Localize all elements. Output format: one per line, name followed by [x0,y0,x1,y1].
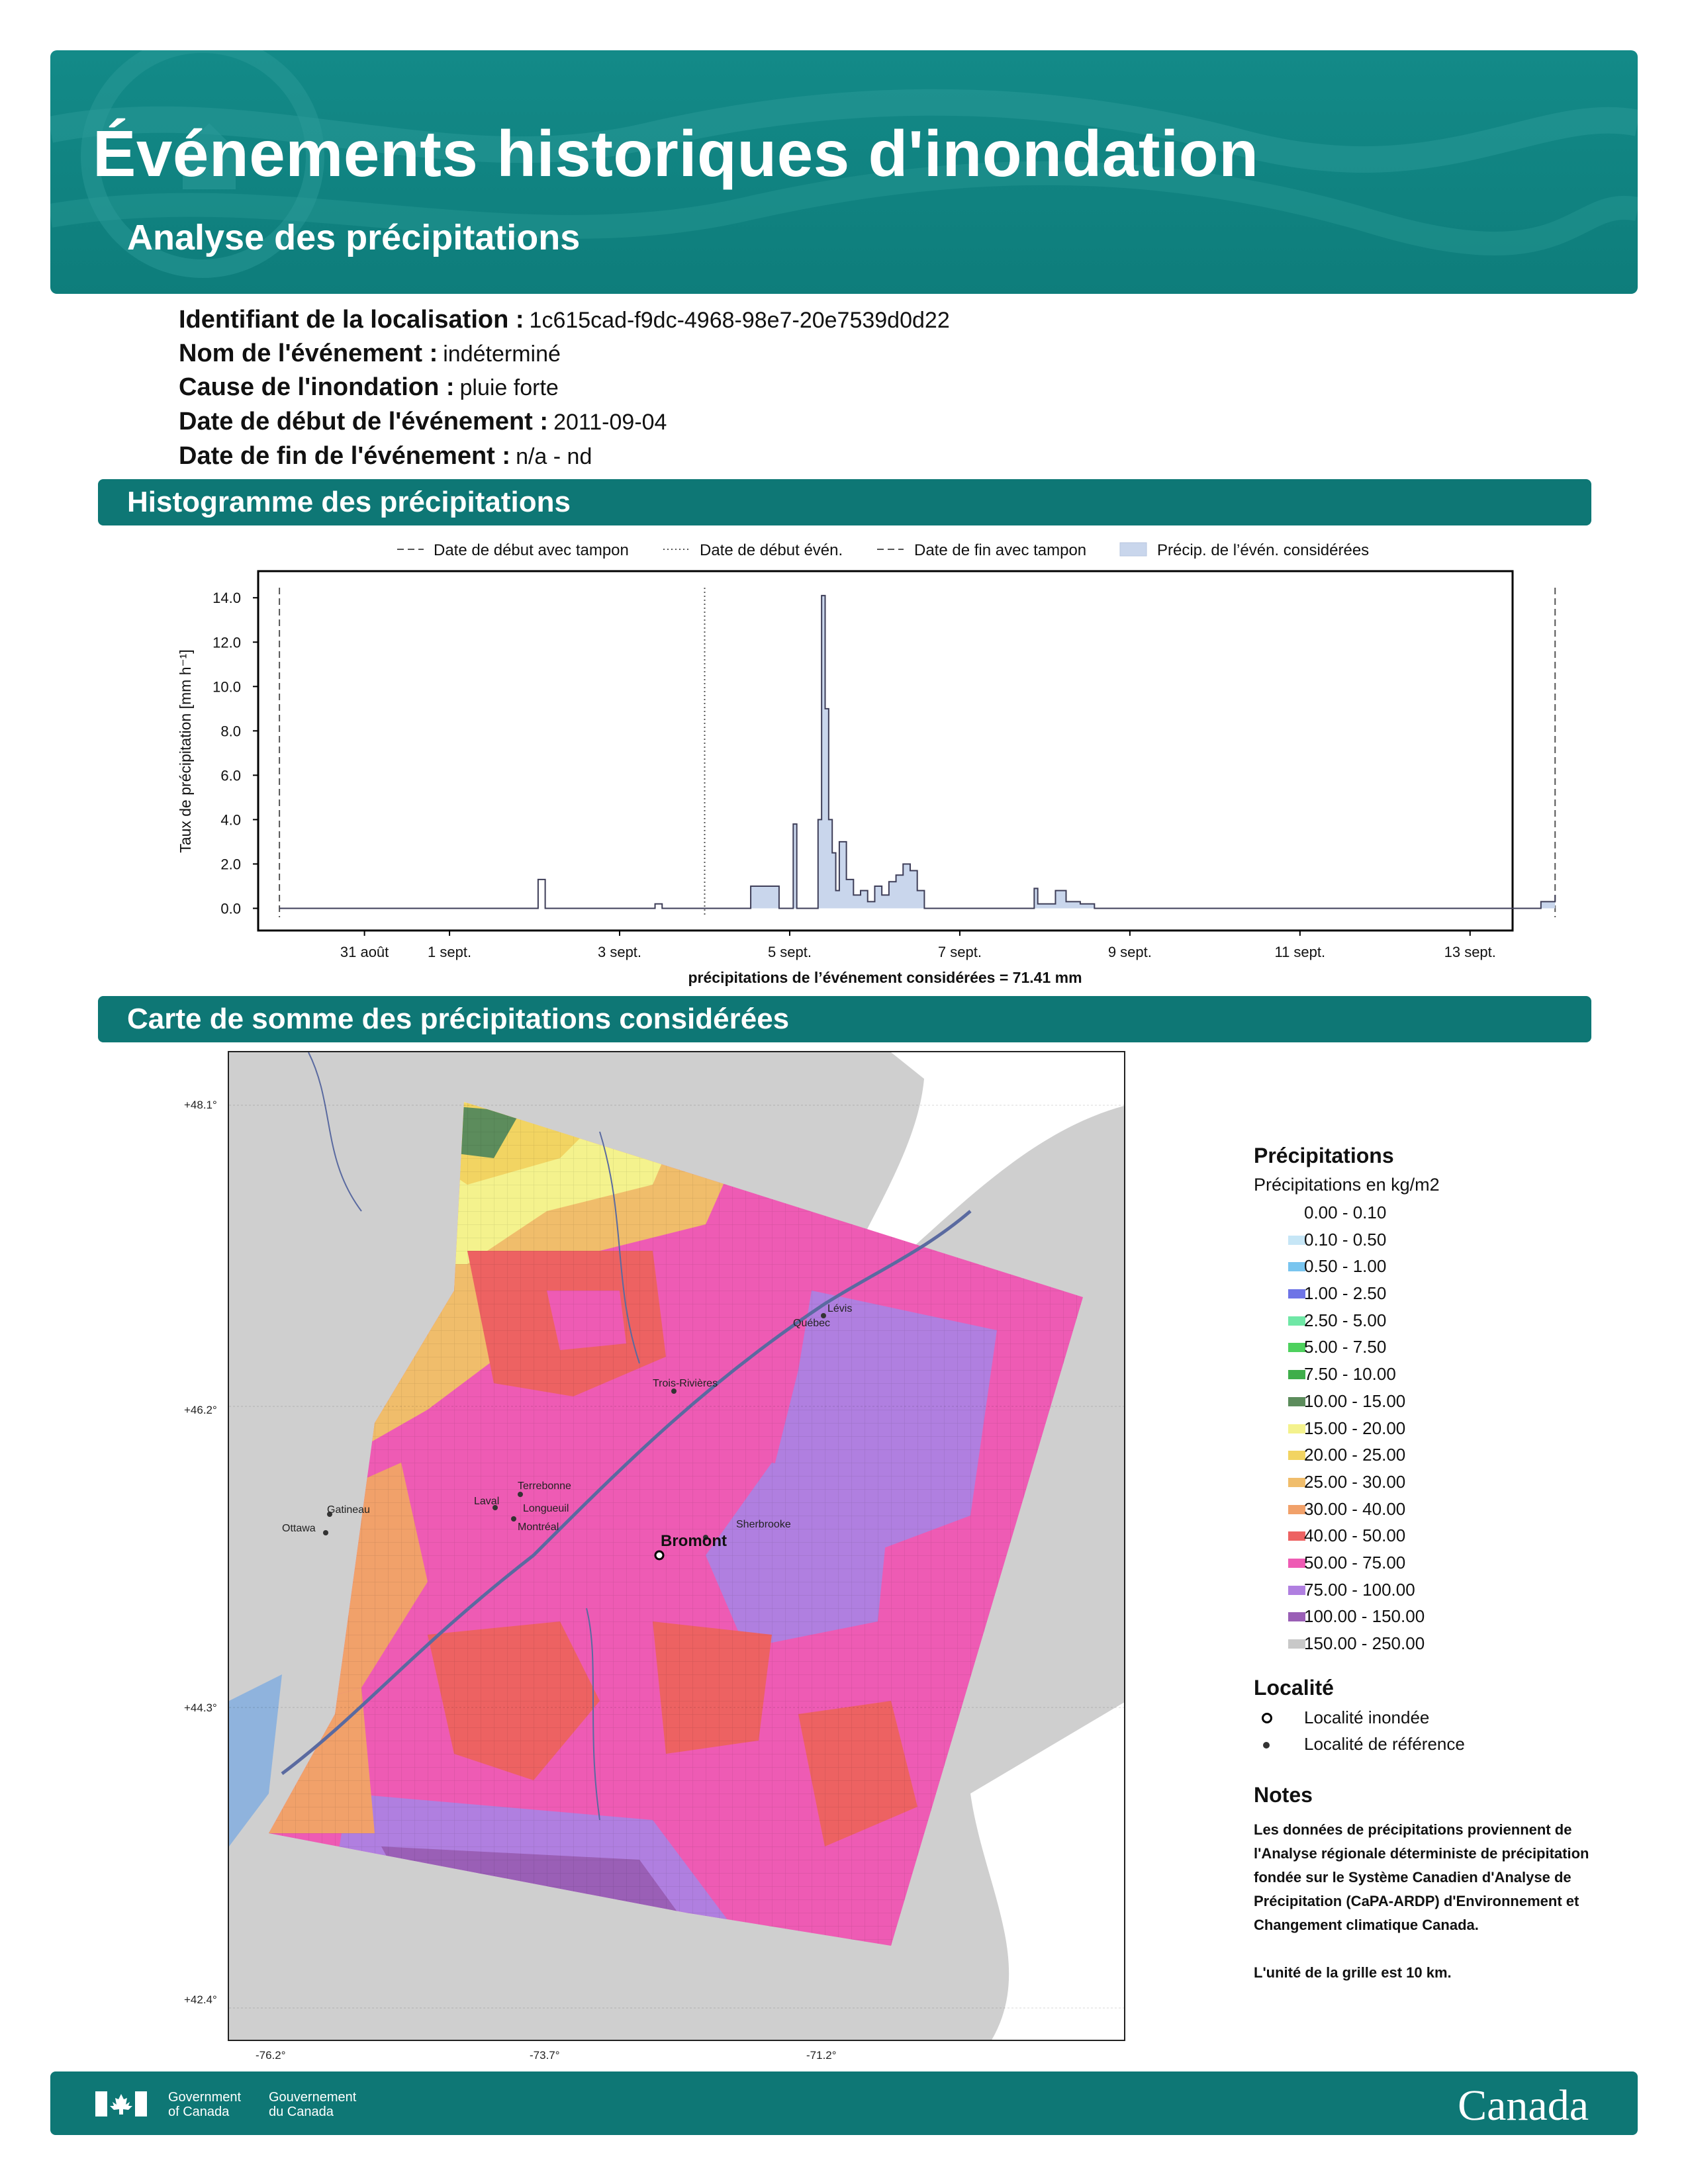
section-map-title: Carte de somme des précipitations considérées [98,996,1591,1042]
info-label: Nom de l'événement : [179,340,438,367]
legend-class-label: 7.50 - 10.00 [1304,1364,1396,1385]
legend-event-precip-swatch [1120,543,1147,556]
legend-class-label: 10.00 - 15.00 [1304,1390,1406,1411]
chart-legend [397,541,1369,559]
info-label: Identifiant de la localisation : [179,306,524,334]
legend-class-label: 20.00 - 25.00 [1304,1445,1406,1465]
info-location-id [179,306,950,334]
y-tick-label: 10.0 [212,678,241,696]
legend-swatch [1288,1236,1305,1245]
map-lat-label: +48.1° [184,1099,217,1111]
legend-buffer-end: Date de fin avec tampon [914,541,1087,559]
legend-subtitle: Précipitations en kg/m2 [1254,1175,1440,1195]
legend-class-row [1254,1630,1598,1657]
city-label: Lévis [827,1303,853,1314]
legend-class-label: 0.50 - 1.00 [1304,1256,1387,1277]
legend-buffer-start: Date de début avec tampon [434,541,629,559]
legend-swatch [1288,1424,1305,1433]
legend-class-label: 5.00 - 7.50 [1304,1337,1387,1357]
legend-swatch [1288,1612,1305,1621]
city-label: Terrebonne [518,1480,571,1492]
legend-swatch [1288,1586,1305,1595]
x-axis [340,931,1496,960]
legend-class-row [1254,1549,1598,1576]
info-value: pluie forte [459,375,559,400]
x-tick-label: 5 sept. [767,944,812,960]
map-lat-label: +42.4° [184,1993,217,2006]
locality-dot [323,1530,328,1535]
city-label: Gatineau [327,1504,370,1516]
flooded-locality-label: Localité inondée [1304,1707,1430,1727]
reference-locality-label: Localité de référence [1304,1734,1465,1754]
precipitation-chart [0,516,1688,993]
locality-title: Localité [1254,1675,1334,1700]
x-tick-label: 11 sept. [1274,944,1326,960]
legend-class-row [1254,1415,1598,1442]
legend-class-row [1254,1469,1598,1496]
city-label: Longueuil [523,1503,569,1514]
reference-locality-icon [1263,1742,1270,1749]
info-end-date [179,442,592,471]
legend-swatch [1288,1343,1305,1352]
notes-text: Les données de précipitations proviennent de l'Analyse régionale déterministe de précipitation fondée sur le Système Canadien d'Analyse de Précipitation (CaPA-ARDP) d'Environnement et Changement climatique Canada. [1254,1821,1589,1934]
city-label: Québec [793,1318,831,1329]
legend-swatch [1288,1208,1305,1218]
x-tick-label: 7 sept. [937,944,982,960]
section-histogram-title: Histogramme des précipitations [98,479,1591,525]
x-tick-label: 3 sept. [597,944,642,960]
map-lon-label: -73.7° [530,2049,560,2062]
legend-class-row [1254,1253,1598,1280]
legend-class-row [1254,1522,1598,1549]
legend-swatch [1288,1478,1305,1487]
legend-class-label: 50.00 - 75.00 [1304,1552,1406,1572]
y-tick-label: 4.0 [220,811,241,829]
info-value: indéterminé [443,341,561,367]
legend-class-row [1254,1388,1598,1415]
legend-reference-locality [1254,1731,1598,1758]
legend-class-label: 15.00 - 20.00 [1304,1418,1406,1438]
y-tick-label: 14.0 [212,590,241,607]
map-lat-label: +44.3° [184,1702,217,1714]
x-axis-label: précipitations de l’événement considérées = 71.41 mm [688,969,1082,986]
map-legend [1254,1144,1598,1985]
canada-wordmark: Canada [1458,2081,1589,2130]
legend-class-row [1254,1280,1598,1307]
legend-class-row [1254,1603,1598,1630]
y-tick-label: 6.0 [220,767,241,784]
map-canvas [229,1052,1125,2041]
page-subtitle: Analyse des précipitations [127,218,581,257]
footer-banner [50,2071,1638,2135]
notes-title: Notes [1254,1783,1313,1807]
legend-class-label: 100.00 - 150.00 [1304,1606,1425,1627]
legend-event-start: Date de début évén. [700,541,843,559]
legend-swatch [1288,1559,1305,1568]
legend-class-row [1254,1441,1598,1469]
legend-event-precip: Précip. de l’évén. considérées [1157,541,1370,559]
flooded-locality-marker [655,1551,663,1559]
legend-class-label: 40.00 - 50.00 [1304,1525,1406,1546]
map-lon-label: -71.2° [806,2049,837,2062]
legend-class-label: 75.00 - 100.00 [1304,1579,1415,1600]
map-lon-label: -76.2° [256,2049,286,2062]
grid-note: L'unité de la grille est 10 km. [1254,1964,1452,1981]
legend-swatch [1288,1505,1305,1514]
legend-class-label: 0.00 - 0.10 [1304,1203,1387,1222]
legend-class-label: 1.00 - 2.50 [1304,1283,1387,1304]
gov-fr-text: Gouvernement du Canada [269,2090,357,2119]
legend-class-label: 25.00 - 30.00 [1304,1471,1406,1492]
legend-class-row [1254,1226,1598,1253]
x-tick-label: 1 sept. [428,944,472,960]
legend-class-row [1254,1307,1598,1334]
city-label: Laval [474,1496,500,1507]
legend-swatch [1288,1531,1305,1541]
info-label: Date de début de l'événement : [179,408,549,435]
y-tick-label: 2.0 [220,856,241,873]
legend-swatch [1288,1451,1305,1460]
legend-class-label: 150.00 - 250.00 [1304,1633,1425,1653]
flooded-locality-icon [1262,1713,1272,1723]
legend-class-row [1254,1496,1598,1523]
precipitation-map [228,1051,1125,2041]
y-axis [212,590,258,917]
y-tick-label: 12.0 [212,634,241,651]
legend-swatch [1288,1316,1305,1326]
city-label: Sherbrooke [736,1519,791,1530]
locality-dot [518,1492,523,1497]
y-tick-label: 0.0 [220,900,241,917]
legend-swatch [1288,1639,1305,1649]
legend-class-row [1254,1334,1598,1361]
info-flood-cause [179,373,559,402]
info-value: 2011-09-04 [553,410,667,435]
x-tick-label: 9 sept. [1107,944,1152,960]
locality-dot [511,1516,516,1522]
info-label: Date de fin de l'événement : [179,442,511,470]
city-label: Ottawa [282,1523,316,1534]
info-start-date [179,408,667,436]
canada-flag-icon [95,2091,147,2116]
legend-classes [1254,1199,1598,1657]
legend-class-row [1254,1576,1598,1604]
flooded-city-label: Bromont [661,1532,727,1550]
y-axis-label: Taux de précipitation [mm h⁻¹] [177,649,194,853]
map-lat-label: +46.2° [184,1404,217,1416]
info-event-name [179,340,561,368]
y-tick-label: 8.0 [220,723,241,740]
header-banner [50,50,1638,294]
legend-class-row [1254,1361,1598,1388]
gov-en-text: Government of Canada [168,2090,242,2119]
info-value: 1c615cad-f9dc-4968-98e7-20e7539d0d22 [529,308,950,333]
x-tick-label: 31 août [340,944,389,960]
legend-swatch [1288,1397,1305,1406]
legend-swatch [1288,1289,1305,1298]
legend-swatch [1288,1370,1305,1379]
x-tick-label: 13 sept. [1444,944,1496,960]
info-value: n/a - nd [516,444,592,469]
plot-frame [258,571,1513,931]
legend-class-row [1254,1199,1598,1226]
legend-class-label: 30.00 - 40.00 [1304,1498,1406,1519]
legend-class-label: 0.10 - 0.50 [1304,1229,1387,1250]
info-label: Cause de l'inondation : [179,373,455,401]
legend-title: Précipitations [1254,1144,1394,1167]
city-label: Montréal [518,1522,559,1533]
legend-class-label: 2.50 - 5.00 [1304,1310,1387,1330]
locality-dot [671,1388,677,1394]
legend-swatch [1288,1262,1305,1271]
city-label: Trois-Rivières [653,1378,718,1389]
legend-flooded-locality [1254,1704,1598,1731]
page-title: Événements historiques d'inondation [93,117,1259,190]
